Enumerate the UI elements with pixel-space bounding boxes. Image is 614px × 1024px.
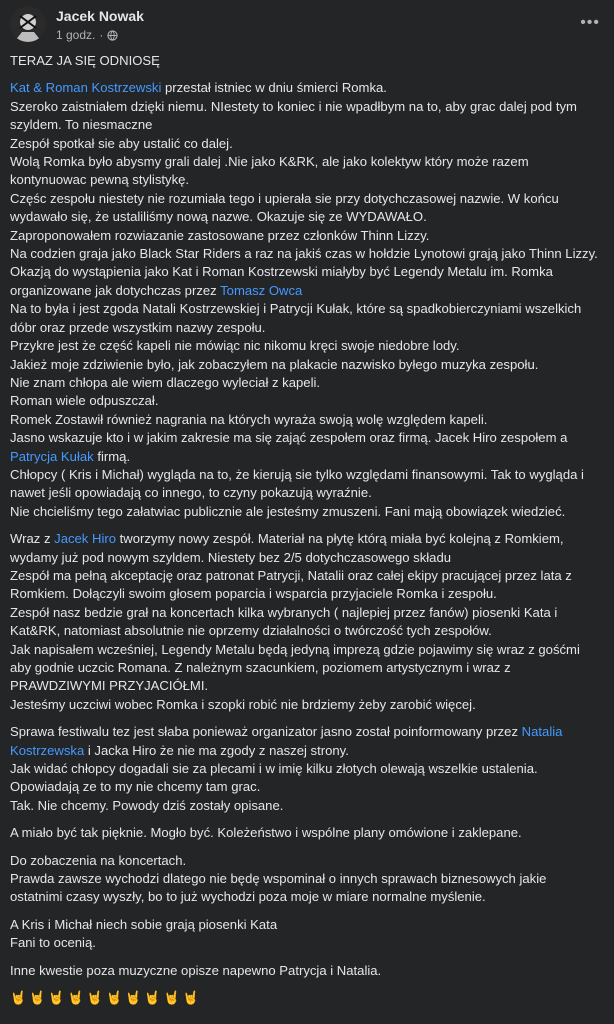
mention-jacek-hiro[interactable]: Jacek Hiro — [54, 531, 116, 547]
paragraph-4: A miało być tak pięknie. Mogło być. Koleżeństwo i wspólne plany omówione i zaklepane. — [10, 825, 522, 841]
mention-tomasz-owca[interactable]: Tomasz Owca — [220, 282, 303, 298]
paragraph-6: A Kris i Michał niech sobie grają piosenki Kata Fani to ocenią. — [10, 916, 278, 951]
metal-horns-icon: 🤘 — [10, 990, 27, 1006]
paragraph-1: Kat & Roman Kostrzewski przestał istniec w dniu śmierci Romka. Szeroko zaistniałem dzięki niemu. NIestety to koniec i nie wpadłbym na to, aby grac dalej pod tym szyldem. To niesmaczne Zespół spotkał sie aby ustalić co dalej. Wolą Romka było abysmy grali dalej .Nie jako K&RK, ale jako kolektyw który może razem kontynuowac pewną stylistykę. Częśc zespołu niestety nie rozumiała tego i upierała sie przy dotychczasowej nazwie. W końcu wydawało się, że ustaliliśmy nową nazwe. Okazuje się ze WYDAWAŁO. Zaproponowałem rozwiazanie zastosowane przez członków Thinn Lizzy. Na codzien graja jako Black Star Riders a raz na jakiś czas w hołdzie Lynotowi grają jako Thinn Lizzy. Okazją do wystąpienia jako Kat i Roman Kostrzewski miałyby być Legendy Metalu im. Romka organizowane jak dotychczas przez Tomasz Owca Na to była i jest zgoda Natali Kostrzewskiej i Patrycji Kułak, które są spadkobierczyniami wszelkich dóbr oraz przede wszystkim nazwy zespołu. Przykre jest że część kapeli nie mówiąc nic nikomu kręci swoje niedobre lody. Jakież moje zdziwienie było, jak zobaczyłem na plakacie nazwisko byłego muzyka zespołu. Nie znam chłopa ale wiem dlaczego wyleciał z kapeli. Roman wiele odpuszczał. Romek Zostawił również nagrania na których wyraża swoją wolę względem kapeli. Jasno wskazuje kto i w jakim zakresie ma się zająć zespołem oraz firmą. Jacek Hiro zespołem a Patrycja Kułak firmą. Chłopcy ( Kris i Michał) wygląda na to, że kierują sie tylko względami finansowymi. Tak to wygląda i nawet jeśli opowiadają co innego, to czyny pokazują wyraźnie. Nie chcieliśmy tego załatwiac publicznie ale jesteśmy zmuszeni. Fani mają obowiązek wiedzieć. — [10, 80, 598, 519]
paragraph-2: Wraz z Jacek Hiro tworzymy nowy zespół. Materiał na płytę którą miała być kolejną z Romkiem, wydamy już pod nowym szyldem. Niestety bez 2/5 dotychczasowego składu Zespół ma pełną akceptację oraz patronat Patrycji, Natalii oraz całej ekipy pracującej przez lata z Romkiem. Dołączyli swoim głosem poparcia i wsparcia przyjaciele Romka i zespołu. Zespół nasz bedzie grał na koncertach kilka wybranych ( najlepiej przez fanów) piosenki Kata i Kat&RK, natomiast absolutnie nie oprzemy działalności o twórczość tych zespołów. Jak napisałem wcześniej, Legendy Metalu będą jedyną imprezą gdzie pojawimy się wraz z gośćmi aby godnie uczcic Romana. Z należnym szacunkiem, poziomem artystycznym i wraz z PRAWDZIWYMI PRZYJACIÓŁMI. Jesteśmy uczciwi wobec Romka i szopki robić nie brdziemy żeby zarobić więcej. — [10, 531, 580, 712]
metal-horns-icon: 🤘 — [67, 990, 84, 1006]
paragraph-5: Do zobaczenia na koncertach. Prawda zawsze wychodzi dlatego nie będę wspominał o innych sprawach biznesowych jakie ostatnimi czasy wyszły, bo to już wychodzi poza moje w miare normalne myślenie. — [10, 852, 547, 905]
paragraph-3: Sprawa festiwalu tez jest słaba ponieważ organizator jasno został poinformowany przez Natalia Kostrzewska i Jacka Hiro że nie ma zgody z naszej strony. Jak widać chłopcy dogadali sie za plecami i w imię kilku złotych olewają wszelkie ustalenia. Opowiadają ze to my nie chcemy tam grac. Tak. Nie chcemy. Powody dziś zostały opisane. — [10, 724, 563, 813]
post-meta: 1 godz. · — [56, 28, 118, 42]
emoji-row — [10, 989, 602, 1007]
metal-horns-icon: 🤘 — [182, 990, 199, 1006]
mention-patrycja-kulak[interactable]: Patrycja Kułak — [10, 448, 94, 464]
metal-horns-icon: 🤘 — [86, 990, 103, 1006]
post-time[interactable]: 1 godz. — [56, 28, 96, 42]
post-title: TERAZ JA SIĘ ODNIOSĘ — [10, 53, 160, 68]
metal-horns-icon: 🤘 — [144, 990, 161, 1006]
mention-natalia-kostrzewska[interactable]: Natalia Kostrzewska — [10, 724, 563, 758]
author-name[interactable]: Jacek Nowak — [56, 8, 144, 24]
globe-icon — [107, 30, 118, 41]
avatar[interactable] — [10, 6, 46, 42]
post-header — [0, 0, 614, 46]
paragraph-7: Inne kwestie poza muzyczne opisze napewno Patrycja i Natalia. — [10, 962, 382, 978]
more-icon[interactable]: ••• — [580, 14, 600, 31]
metal-horns-icon: 🤘 — [125, 990, 142, 1006]
metal-horns-icon: 🤘 — [48, 990, 65, 1006]
post-body — [0, 46, 614, 1008]
mention-kat-roman-kostrzewski[interactable]: Kat & Roman Kostrzewski — [10, 80, 162, 96]
metal-horns-icon: 🤘 — [105, 990, 123, 1006]
avatar-image — [10, 6, 46, 42]
metal-horns-icon: 🤘 — [163, 990, 180, 1006]
metal-horns-icon: 🤘 — [29, 990, 46, 1006]
